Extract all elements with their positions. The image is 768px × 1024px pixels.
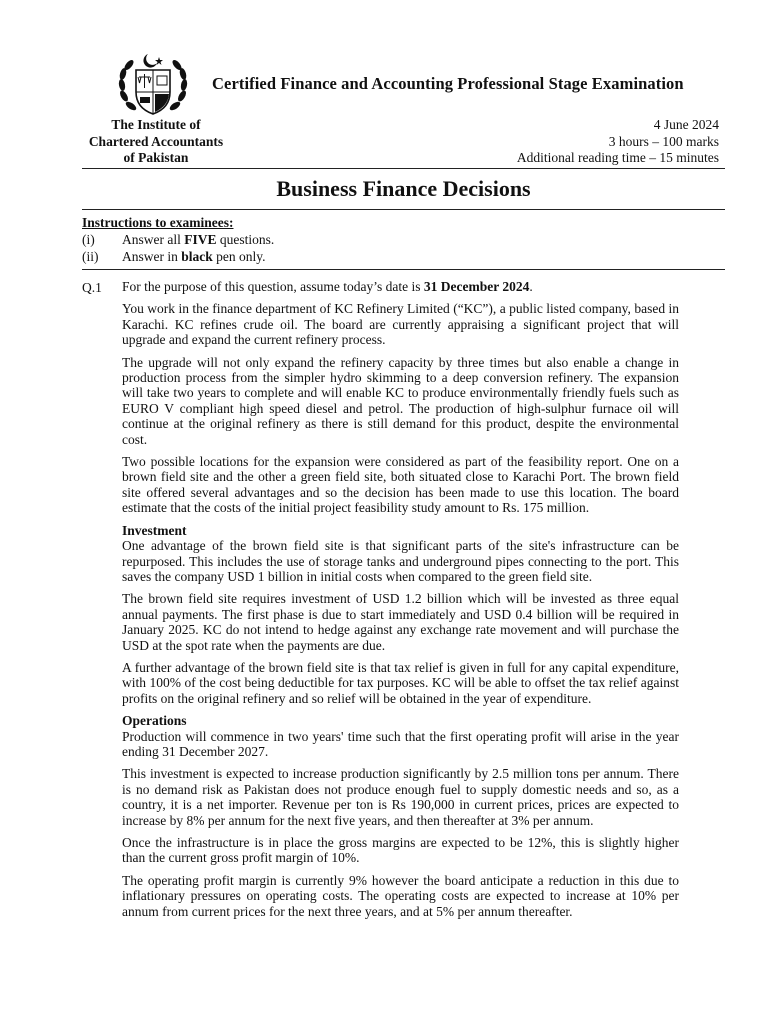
- institute-name: [72, 117, 240, 167]
- instructions-heading: Instructions to examinees:: [82, 215, 234, 230]
- icap-crest-logo: [118, 52, 188, 118]
- intro-text: For the purpose of this question, assume today’s date is: [122, 279, 424, 294]
- instruction-item: [82, 232, 274, 248]
- divider: [82, 209, 725, 210]
- instruction-number: (i): [82, 232, 95, 247]
- divider: [82, 168, 725, 169]
- exam-title: Certified Finance and Accounting Professional Stage Examination: [212, 74, 684, 93]
- instruction-emphasis: black: [181, 249, 213, 264]
- instruction-text: Answer all: [122, 232, 185, 247]
- instruction-text: pen only.: [212, 249, 266, 264]
- paragraph: Two possible locations for the expansion were considered as part of the feasibility report. One on a brown field site and the other a green field site, both situated close to Karachi Port. The brown field site offered several advantages and so the decision has been made to use this location. The board estimate that the costs of the initial project feasibility study amount to Rs. 175 million.: [122, 454, 679, 516]
- paragraph: The operating profit margin is currently 9% however the board anticipate a reduction in this due to inflationary pressures on operating costs. The operating costs are expected to increase at 10% per annum from current prices for the next three years, and at 5% per annum thereafter.: [122, 872, 679, 919]
- institute-line: Chartered Accountants: [88, 133, 224, 149]
- paragraph: The brown field site requires investment of USD 1.2 billion which will be invested as three equal annual payments. The first phase is due to start immediately and USD 0.4 billion will be required in January 2025. KC do not intend to hedge against any exchange rate movement and will purchase the USD at the spot rate when the payments are due.: [122, 591, 679, 653]
- paper-title: Business Finance Decisions: [276, 176, 531, 201]
- exam-duration: 3 hours – 100 marks: [608, 133, 719, 149]
- exam-date: 4 June 2024: [653, 117, 719, 132]
- instruction-item: [82, 249, 266, 265]
- question-number: Q.1: [82, 280, 102, 295]
- institute-line: of Pakistan: [123, 150, 189, 165]
- instruction-emphasis: FIVE: [184, 232, 217, 247]
- instruction-number: (ii): [82, 249, 99, 264]
- paragraph: You work in the finance department of KC Refinery Limited (“KC”), a public listed company, based in Karachi. KC refines crude oil. The board are currently appraising a significant project that will upgrade and expand the current refinery process.: [122, 301, 679, 348]
- exam-meta: [517, 117, 719, 167]
- paragraph: This investment is expected to increase production significantly by 2.5 million tons per annum. There is no demand risk as Pakistan does not produce enough fuel to supply domestic needs and so, as a country, it is a net importer. Revenue per ton is Rs 190,000 in current prices, prices are expected to increase by 8% per annum for the next five years, and then thereafter at 3% per annum.: [122, 766, 679, 828]
- investment-heading: Investment: [122, 522, 187, 538]
- divider: [82, 269, 725, 270]
- question-intro: [122, 279, 679, 294]
- paragraph: One advantage of the brown field site is that significant parts of the site's infrastructure can be repurposed. This includes the use of storage tanks and underground pipes connecting to the port. This saves the company USD 1 billion in initial costs when compared to the green field site.: [122, 538, 679, 584]
- operations-heading: Operations: [122, 713, 187, 729]
- question-body: [122, 279, 679, 926]
- institute-line: The Institute of: [111, 117, 201, 132]
- paragraph: Once the infrastructure is in place the gross margins are expected to be 12%, this is slightly higher than the current gross profit margin of 10%.: [122, 835, 679, 866]
- intro-date: 31 December 2024: [423, 279, 530, 294]
- paragraph: Production will commence in two years' time such that the first operating profit will arise in the year ending 31 December 2027.: [122, 728, 679, 759]
- paragraph: The upgrade will not only expand the refinery capacity by three times but also enable a change in production process from the simpler hydro skimming to a deep conversion refinery. The expansion will take two years to complete and will enable KC to produce environmentally friendly fuels such as EURO V compliant high speed diesel and petrol. The production of high-sulphur furnace oil will continue at the original refinery as there is still demand for this product, despite the environmental cost.: [122, 354, 679, 447]
- instruction-text: questions.: [216, 232, 275, 247]
- instruction-text: Answer in: [122, 249, 182, 264]
- paragraph: A further advantage of the brown field site is that tax relief is given in full for any capital expenditure, with 100% of the cost being deductible for tax purposes. KC will be able to offset the tax relief against profits on the original refinery and so relief will be obtained in the year of expenditure.: [122, 659, 679, 706]
- intro-text: .: [529, 279, 533, 294]
- reading-time: Additional reading time – 15 minutes: [516, 150, 719, 165]
